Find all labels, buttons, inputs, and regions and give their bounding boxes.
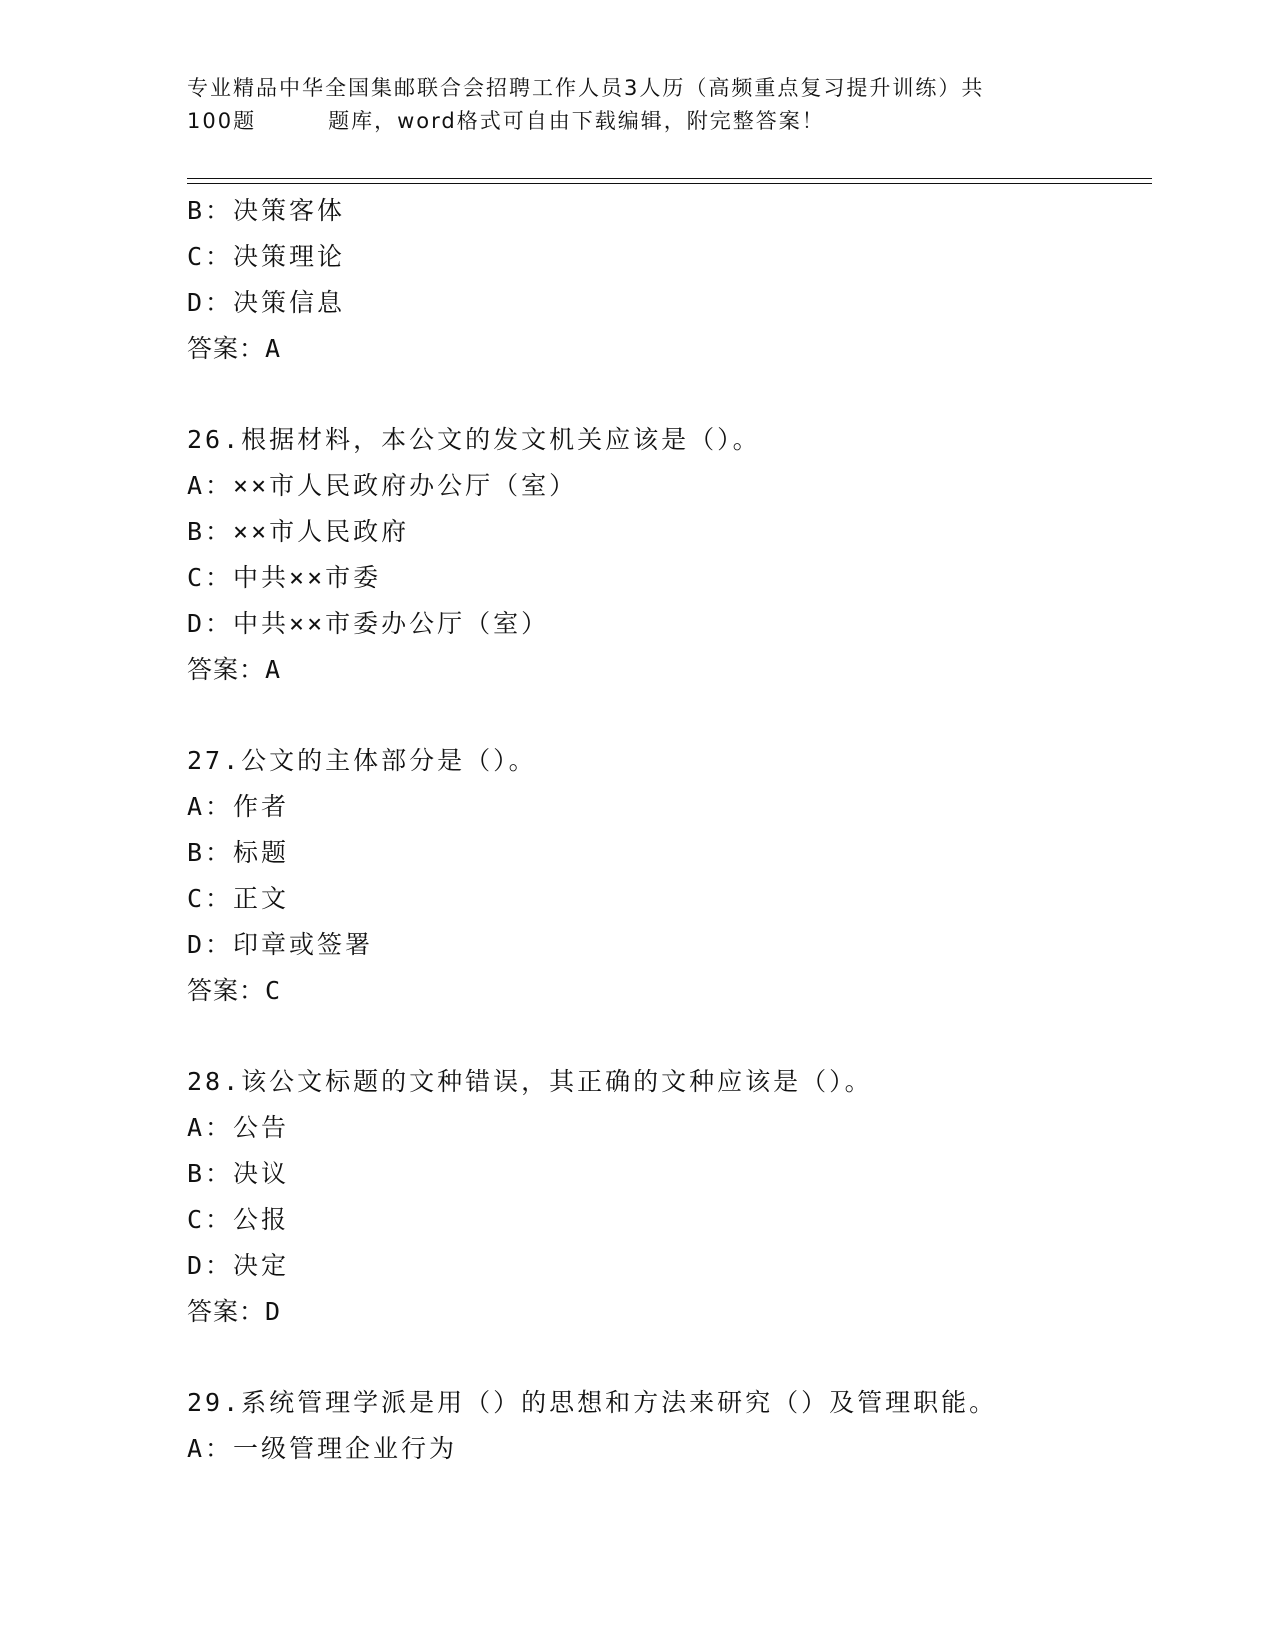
question-list bbox=[187, 188, 1152, 1472]
option-a: A：公告 bbox=[187, 1113, 290, 1142]
option-c: C：决策理论 bbox=[187, 242, 346, 271]
option-b: B：决策客体 bbox=[187, 196, 346, 225]
answer-label: 答案： bbox=[187, 1297, 266, 1326]
option-a: A：作者 bbox=[187, 792, 290, 821]
question-block-26 bbox=[187, 417, 1152, 693]
option-d: D：决策信息 bbox=[187, 288, 346, 317]
header-title-line1: 专业精品中华全国集邮联合会招聘工作人员3人历（高频重点复习提升训练）共 bbox=[187, 76, 985, 100]
question-stem: 26.根据材料，本公文的发文机关应该是（）。 bbox=[187, 425, 761, 454]
answer-value: A bbox=[265, 334, 282, 363]
answer-line bbox=[187, 647, 1152, 693]
answer-value: C bbox=[265, 976, 282, 1005]
option-c: C：公报 bbox=[187, 1205, 290, 1234]
option-b: B：标题 bbox=[187, 838, 290, 867]
option-a: A：一级管理企业行为 bbox=[187, 1434, 458, 1463]
question-block-27 bbox=[187, 738, 1152, 1014]
option-d: D：中共××市委办公厅（室） bbox=[187, 609, 550, 638]
question-stem: 28.该公文标题的文种错误，其正确的文种应该是（）。 bbox=[187, 1067, 873, 1096]
header-question-count: 100题 bbox=[187, 109, 257, 133]
header-divider-top bbox=[187, 178, 1152, 179]
answer-label: 答案： bbox=[187, 334, 266, 363]
option-b: B：××市人民政府 bbox=[187, 517, 410, 546]
page-header bbox=[187, 72, 1087, 138]
header-subtitle: 题库，word格式可自由下载编辑，附完整答案！ bbox=[328, 109, 825, 133]
answer-line bbox=[187, 1289, 1152, 1335]
option-c: C：正文 bbox=[187, 884, 290, 913]
option-d: D：决定 bbox=[187, 1251, 290, 1280]
option-b: B：决议 bbox=[187, 1159, 290, 1188]
header-divider-bottom bbox=[187, 183, 1152, 184]
answer-value: D bbox=[265, 1297, 282, 1326]
answer-line bbox=[187, 968, 1152, 1014]
option-a: A：××市人民政府办公厅（室） bbox=[187, 471, 578, 500]
answer-value: A bbox=[265, 655, 282, 684]
header-title-line2 bbox=[187, 105, 1087, 138]
question-block-29 bbox=[187, 1380, 1152, 1472]
question-block-prev bbox=[187, 188, 1152, 372]
answer-line bbox=[187, 326, 1152, 372]
question-stem: 27.公文的主体部分是（）。 bbox=[187, 746, 537, 775]
question-stem: 29.系统管理学派是用（）的思想和方法来研究（）及管理职能。 bbox=[187, 1388, 998, 1417]
answer-label: 答案： bbox=[187, 976, 266, 1005]
option-d: D：印章或签署 bbox=[187, 930, 374, 959]
answer-label: 答案： bbox=[187, 655, 266, 684]
question-block-28 bbox=[187, 1059, 1152, 1335]
option-c: C：中共××市委 bbox=[187, 563, 382, 592]
